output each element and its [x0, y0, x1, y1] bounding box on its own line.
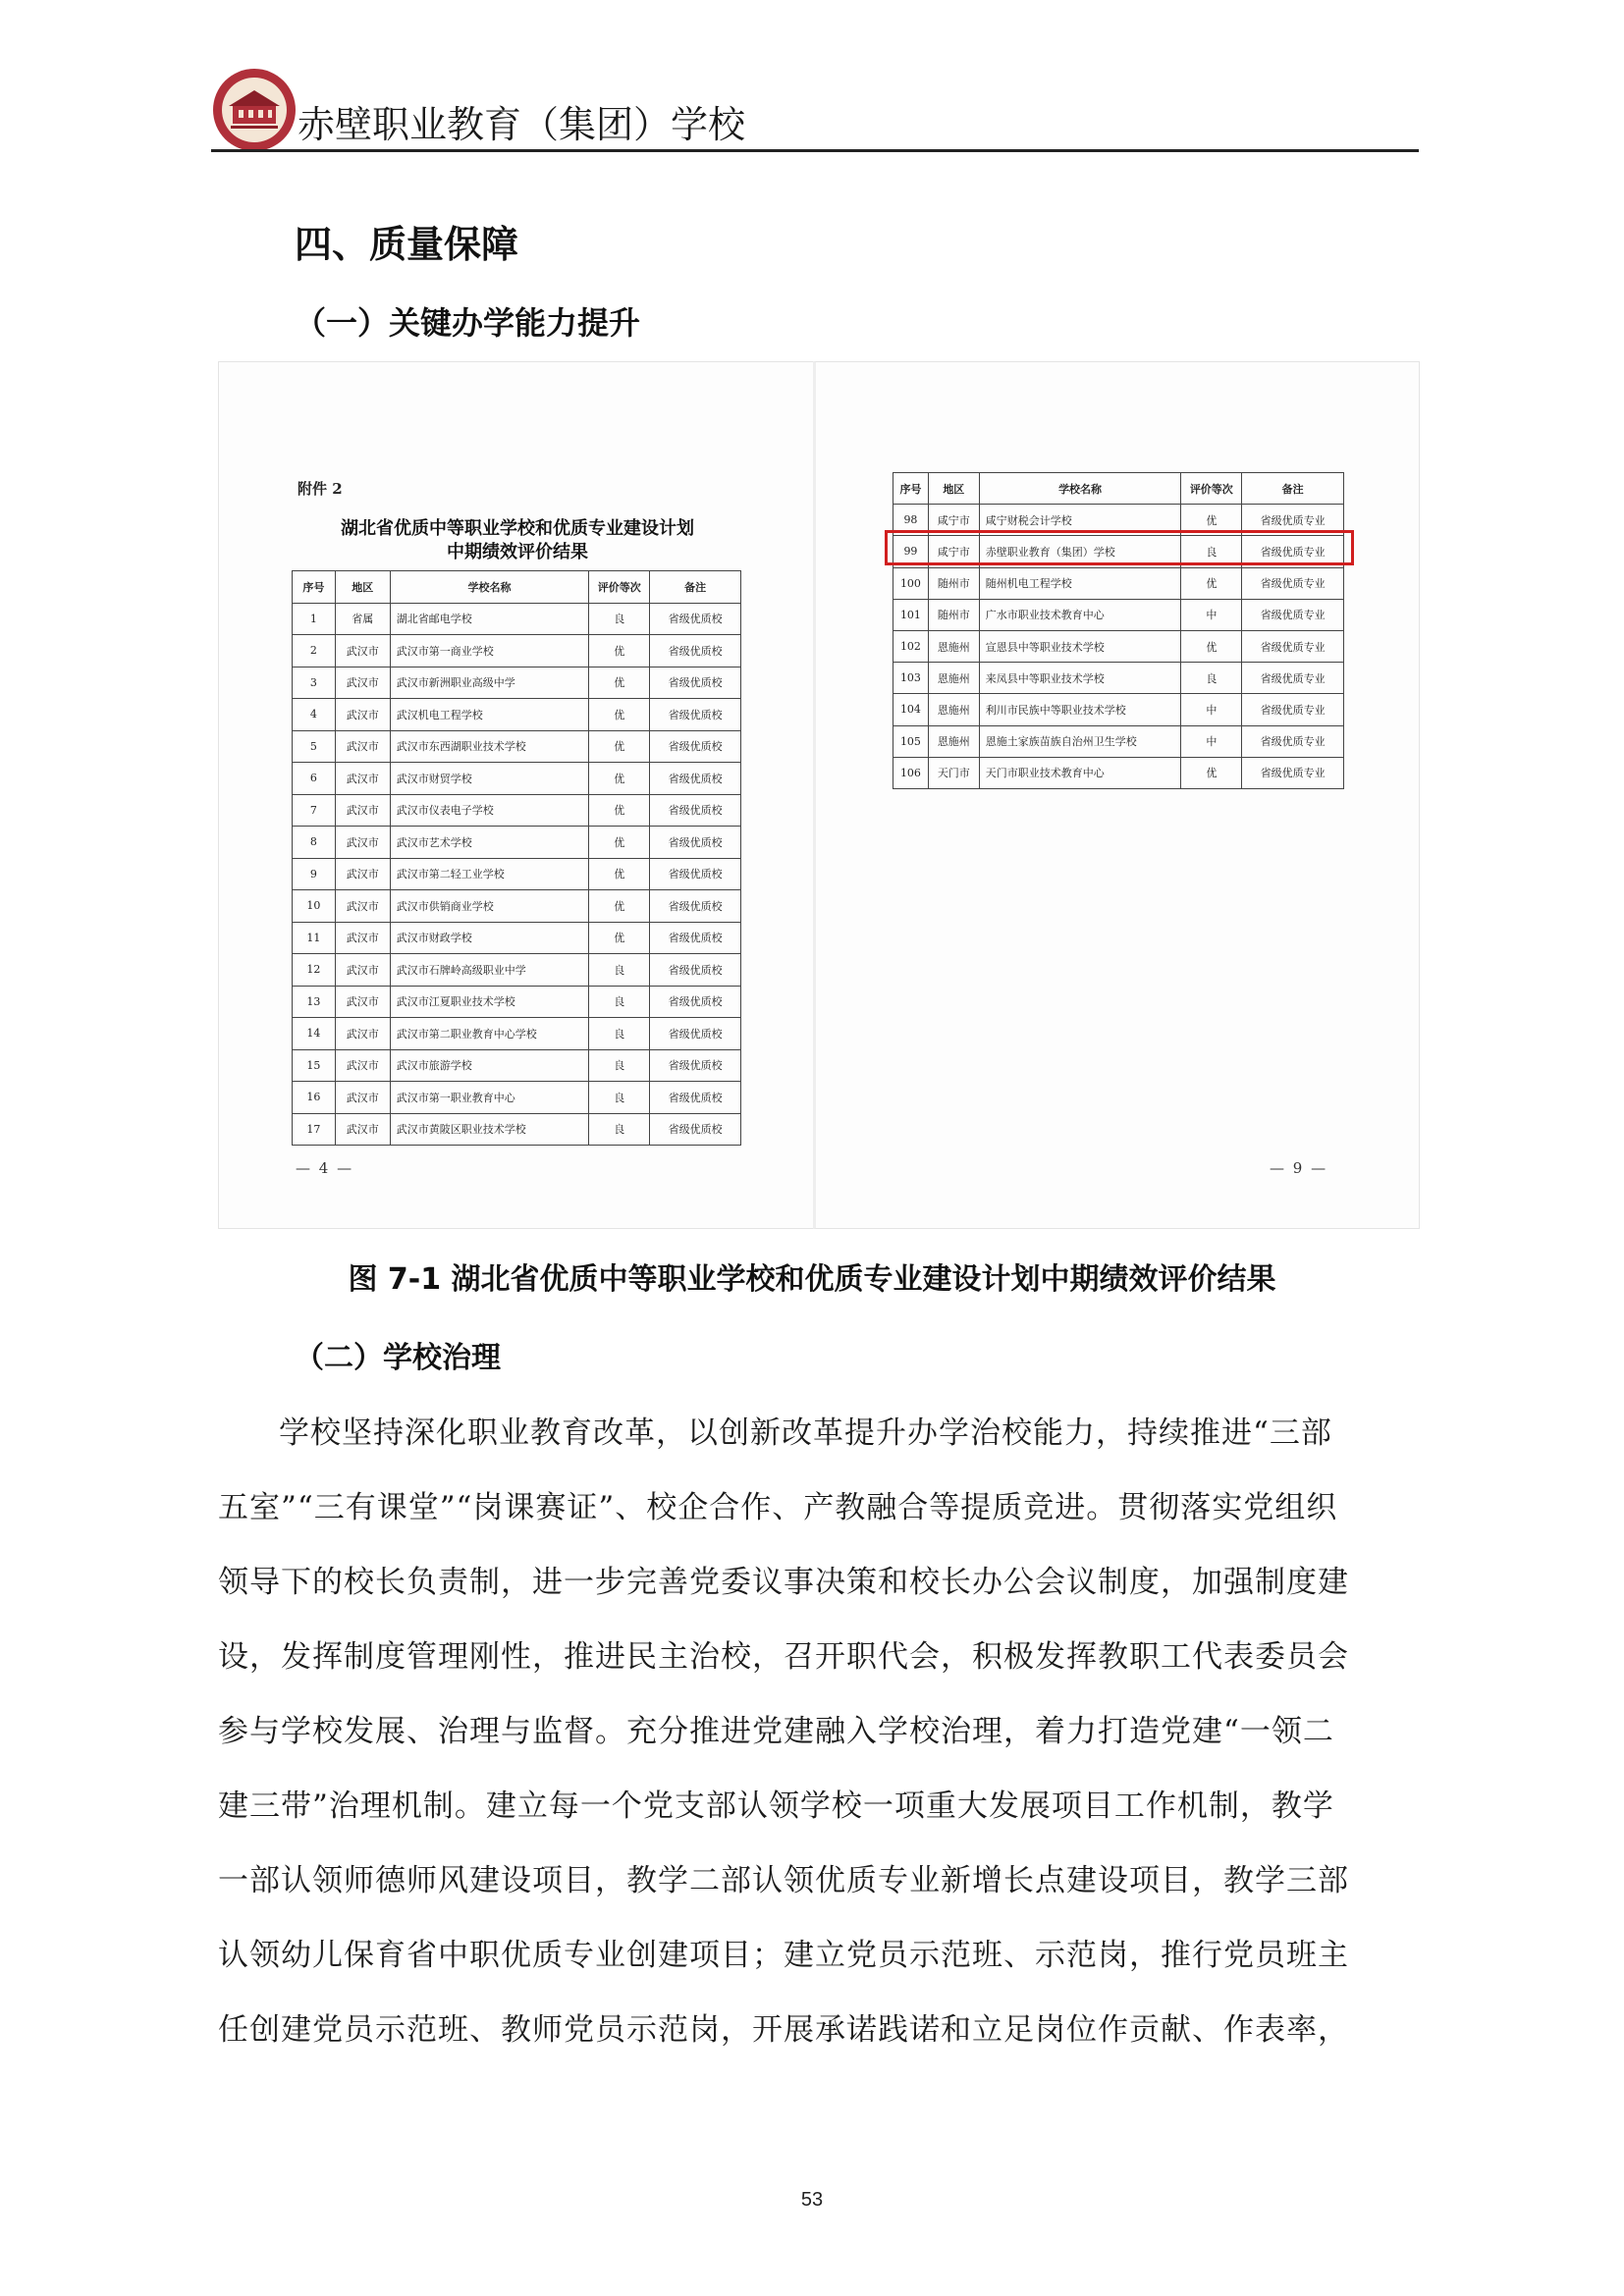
figure-caption: 图 7-1 湖北省优质中等职业学校和优质专业建设计划中期绩效评价结果 — [348, 1262, 1276, 1297]
cell-school: 武汉市第一职业教育中心 — [390, 1082, 589, 1114]
table-row — [293, 794, 741, 827]
paragraph-line: 五室”“三有课堂”“岗课赛证”、校企合作、产教融合等提质竞进。贯彻落实党组织 — [218, 1490, 1338, 1525]
cell-remark: 省级优质校 — [650, 827, 741, 859]
header-rule — [211, 149, 1419, 152]
table-row — [293, 890, 741, 923]
cell-remark: 省级优质校 — [650, 954, 741, 987]
cell-school: 武汉市旅游学校 — [390, 1049, 589, 1082]
table-row — [293, 1049, 741, 1082]
highlight-box — [885, 530, 1354, 565]
cell-index: 100 — [893, 567, 929, 599]
cell-school: 咸宁财税会计学校 — [979, 505, 1181, 536]
cell-remark: 省级优质专业 — [1242, 630, 1344, 662]
cell-region: 省属 — [335, 603, 390, 635]
cell-school: 武汉市第二轻工业学校 — [390, 858, 589, 890]
cell-school: 武汉市艺术学校 — [390, 827, 589, 859]
col-header-grade: 评价等次 — [1181, 473, 1242, 505]
cell-grade: 优 — [589, 890, 650, 923]
cell-school: 武汉市仪表电子学校 — [390, 794, 589, 827]
table-row — [293, 667, 741, 699]
cell-remark: 省级优质校 — [650, 890, 741, 923]
cell-index: 101 — [893, 599, 929, 630]
subsection-title-2: （二）学校治理 — [295, 1341, 501, 1375]
cell-region: 恩施州 — [928, 725, 979, 757]
scanned-page-left — [218, 361, 817, 1229]
cell-region: 恩施州 — [928, 694, 979, 725]
paragraph-line: 参与学校发展、治理与监督。充分推进党建融入学校治理，着力打造党建“一领二 — [218, 1714, 1334, 1749]
cell-index: 103 — [893, 663, 929, 694]
cell-school: 武汉市财贸学校 — [390, 763, 589, 795]
cell-region: 武汉市 — [335, 827, 390, 859]
cell-grade: 中 — [1181, 694, 1242, 725]
cell-grade: 优 — [589, 635, 650, 667]
cell-school: 武汉市第二职业教育中心学校 — [390, 1018, 589, 1050]
paragraph-line: 一部认领师德师风建设项目，教学二部认领优质专业新增长点建设项目，教学三部 — [218, 1863, 1349, 1898]
cell-remark: 省级优质专业 — [1242, 694, 1344, 725]
cell-index: 17 — [293, 1113, 336, 1146]
cell-remark: 省级优质校 — [650, 986, 741, 1018]
cell-school: 武汉市第一商业学校 — [390, 635, 589, 667]
table-header-row — [293, 571, 741, 604]
table-header-row — [893, 473, 1344, 505]
cell-remark: 省级优质专业 — [1242, 599, 1344, 630]
cell-school: 武汉市东西湖职业技术学校 — [390, 730, 589, 763]
cell-index: 12 — [293, 954, 336, 987]
cell-region: 武汉市 — [335, 1082, 390, 1114]
cell-school: 来凤县中等职业技术学校 — [979, 663, 1181, 694]
cell-region: 咸宁市 — [928, 505, 979, 536]
cell-grade: 中 — [1181, 599, 1242, 630]
cell-grade: 优 — [589, 667, 650, 699]
cell-school: 广水市职业技术教育中心 — [979, 599, 1181, 630]
paragraph-line: 建三带”治理机制。建立每一个党支部认领学校一项重大发展项目工作机制，教学 — [218, 1789, 1334, 1824]
cell-school: 武汉市新洲职业高级中学 — [390, 667, 589, 699]
scanned-page-right — [813, 361, 1420, 1229]
cell-remark: 省级优质校 — [650, 1082, 741, 1114]
cell-region: 武汉市 — [335, 635, 390, 667]
cell-index: 106 — [893, 757, 929, 788]
table-row — [893, 757, 1344, 788]
cell-index: 99 — [893, 536, 929, 567]
table-row — [893, 694, 1344, 725]
cell-grade: 良 — [1181, 663, 1242, 694]
scan-page-mark-left: — 4 — — [296, 1159, 354, 1177]
results-table-left — [292, 570, 741, 1146]
cell-remark: 省级优质校 — [650, 1049, 741, 1082]
cell-region: 武汉市 — [335, 763, 390, 795]
cell-region: 武汉市 — [335, 794, 390, 827]
cell-region: 武汉市 — [335, 667, 390, 699]
table-row — [293, 1113, 741, 1146]
cell-school: 武汉市财政学校 — [390, 922, 589, 954]
cell-index: 6 — [293, 763, 336, 795]
scan-title-line-1: 湖北省优质中等职业学校和优质专业建设计划 — [341, 518, 694, 539]
cell-grade: 良 — [589, 1082, 650, 1114]
cell-region: 随州市 — [928, 567, 979, 599]
table-row — [293, 1082, 741, 1114]
table-row — [893, 630, 1344, 662]
cell-region: 武汉市 — [335, 1049, 390, 1082]
cell-remark: 省级优质校 — [650, 603, 741, 635]
cell-region: 随州市 — [928, 599, 979, 630]
col-header-index: 序号 — [293, 571, 336, 604]
cell-remark: 省级优质专业 — [1242, 663, 1344, 694]
cell-school: 武汉机电工程学校 — [390, 699, 589, 731]
table-row — [293, 635, 741, 667]
cell-grade: 优 — [589, 730, 650, 763]
cell-region: 恩施州 — [928, 630, 979, 662]
cell-region: 恩施州 — [928, 663, 979, 694]
cell-index: 10 — [293, 890, 336, 923]
cell-grade: 良 — [589, 1018, 650, 1050]
cell-grade: 优 — [589, 699, 650, 731]
cell-region: 武汉市 — [335, 1113, 390, 1146]
cell-grade: 良 — [589, 986, 650, 1018]
cell-index: 2 — [293, 635, 336, 667]
table-row — [293, 827, 741, 859]
cell-index: 11 — [293, 922, 336, 954]
cell-grade: 优 — [1181, 630, 1242, 662]
paragraph-line: 学校坚持深化职业教育改革，以创新改革提升办学治校能力，持续推进“三部 — [279, 1415, 1332, 1451]
cell-school: 恩施土家族苗族自治州卫生学校 — [979, 725, 1181, 757]
cell-remark: 省级优质校 — [650, 858, 741, 890]
cell-school: 武汉市黄陂区职业技术学校 — [390, 1113, 589, 1146]
cell-index: 13 — [293, 986, 336, 1018]
table-row — [293, 1018, 741, 1050]
cell-remark: 省级优质校 — [650, 699, 741, 731]
cell-remark: 省级优质专业 — [1242, 757, 1344, 788]
cell-grade: 优 — [589, 794, 650, 827]
cell-index: 9 — [293, 858, 336, 890]
table-row — [293, 954, 741, 987]
cell-region: 武汉市 — [335, 922, 390, 954]
cell-remark: 省级优质专业 — [1242, 725, 1344, 757]
table-row — [893, 599, 1344, 630]
cell-school: 随州机电工程学校 — [979, 567, 1181, 599]
cell-region: 武汉市 — [335, 730, 390, 763]
cell-grade: 良 — [589, 1113, 650, 1146]
cell-grade: 优 — [589, 858, 650, 890]
cell-grade: 优 — [589, 922, 650, 954]
school-name: 赤壁职业教育（集团）学校 — [298, 103, 746, 146]
col-header-region: 地区 — [335, 571, 390, 604]
cell-remark: 省级优质校 — [650, 667, 741, 699]
cell-remark: 省级优质校 — [650, 730, 741, 763]
cell-region: 武汉市 — [335, 699, 390, 731]
page-header — [211, 67, 1419, 155]
cell-index: 7 — [293, 794, 336, 827]
cell-grade: 优 — [1181, 505, 1242, 536]
cell-school: 湖北省邮电学校 — [390, 603, 589, 635]
cell-school: 武汉市江夏职业技术学校 — [390, 986, 589, 1018]
table-row — [893, 725, 1344, 757]
cell-region: 武汉市 — [335, 890, 390, 923]
col-header-school: 学校名称 — [979, 473, 1181, 505]
subsection-title-1: （一）关键办学能力提升 — [295, 304, 641, 342]
cell-remark: 省级优质校 — [650, 635, 741, 667]
section-title: 四、质量保障 — [295, 223, 519, 266]
cell-region: 武汉市 — [335, 1018, 390, 1050]
cell-index: 14 — [293, 1018, 336, 1050]
cell-index: 8 — [293, 827, 336, 859]
cell-grade: 优 — [1181, 567, 1242, 599]
cell-remark: 省级优质校 — [650, 1113, 741, 1146]
cell-region: 天门市 — [928, 757, 979, 788]
cell-index: 3 — [293, 667, 336, 699]
scan-page-mark-right: — 9 — — [1270, 1159, 1328, 1177]
cell-index: 15 — [293, 1049, 336, 1082]
cell-grade: 良 — [1181, 536, 1242, 567]
cell-school: 武汉市石牌岭高级职业中学 — [390, 954, 589, 987]
cell-region: 武汉市 — [335, 954, 390, 987]
cell-school: 赤壁职业教育（集团）学校 — [979, 536, 1181, 567]
table-row — [893, 663, 1344, 694]
col-header-remark: 备注 — [1242, 473, 1344, 505]
cell-remark: 省级优质专业 — [1242, 567, 1344, 599]
cell-grade: 良 — [589, 603, 650, 635]
cell-remark: 省级优质校 — [650, 763, 741, 795]
page-number: 53 — [800, 2189, 824, 2211]
paragraph-line: 设，发挥制度管理刚性，推进民主治校，召开职代会，积极发挥教职工代表委员会 — [218, 1639, 1349, 1675]
col-header-remark: 备注 — [650, 571, 741, 604]
table-row — [293, 730, 741, 763]
cell-remark: 省级优质校 — [650, 922, 741, 954]
cell-school: 天门市职业技术教育中心 — [979, 757, 1181, 788]
attachment-label: 附件 2 — [298, 480, 343, 498]
cell-school: 利川市民族中等职业技术学校 — [979, 694, 1181, 725]
cell-region: 咸宁市 — [928, 536, 979, 567]
school-emblem-icon — [211, 67, 298, 153]
cell-index: 98 — [893, 505, 929, 536]
table-row — [293, 922, 741, 954]
col-header-grade: 评价等次 — [589, 571, 650, 604]
cell-school: 武汉市供销商业学校 — [390, 890, 589, 923]
cell-index: 1 — [293, 603, 336, 635]
table-row — [293, 986, 741, 1018]
col-header-index: 序号 — [893, 473, 929, 505]
results-table-right — [893, 472, 1344, 789]
cell-region: 武汉市 — [335, 858, 390, 890]
cell-index: 4 — [293, 699, 336, 731]
col-header-region: 地区 — [928, 473, 979, 505]
scan-title — [278, 517, 757, 564]
cell-remark: 省级优质校 — [650, 1018, 741, 1050]
table-row — [293, 699, 741, 731]
cell-school: 宣恩县中等职业技术学校 — [979, 630, 1181, 662]
cell-remark: 省级优质专业 — [1242, 505, 1344, 536]
table-row — [293, 763, 741, 795]
paragraph-line: 认领幼儿保育省中职优质专业创建项目；建立党员示范班、示范岗，推行党员班主 — [218, 1938, 1349, 1973]
body-paragraph — [218, 1396, 1416, 2067]
cell-grade: 良 — [589, 954, 650, 987]
paragraph-line: 领导下的校长负责制，进一步完善党委议事决策和校长办公会议制度，加强制度建 — [218, 1565, 1349, 1600]
table-row — [893, 567, 1344, 599]
cell-region: 武汉市 — [335, 986, 390, 1018]
cell-index: 16 — [293, 1082, 336, 1114]
cell-index: 104 — [893, 694, 929, 725]
table-row — [293, 603, 741, 635]
cell-grade: 良 — [589, 1049, 650, 1082]
cell-index: 105 — [893, 725, 929, 757]
paragraph-line: 任创建党员示范班、教师党员示范岗，开展承诺践诺和立足岗位作贡献、作表率， — [218, 2012, 1349, 2048]
cell-grade: 优 — [589, 827, 650, 859]
scan-title-line-2: 中期绩效评价结果 — [447, 542, 588, 562]
cell-remark: 省级优质专业 — [1242, 536, 1344, 567]
col-header-school: 学校名称 — [390, 571, 589, 604]
cell-grade: 优 — [589, 763, 650, 795]
cell-index: 5 — [293, 730, 336, 763]
table-row — [293, 858, 741, 890]
cell-grade: 中 — [1181, 725, 1242, 757]
cell-index: 102 — [893, 630, 929, 662]
cell-grade: 优 — [1181, 757, 1242, 788]
cell-remark: 省级优质校 — [650, 794, 741, 827]
